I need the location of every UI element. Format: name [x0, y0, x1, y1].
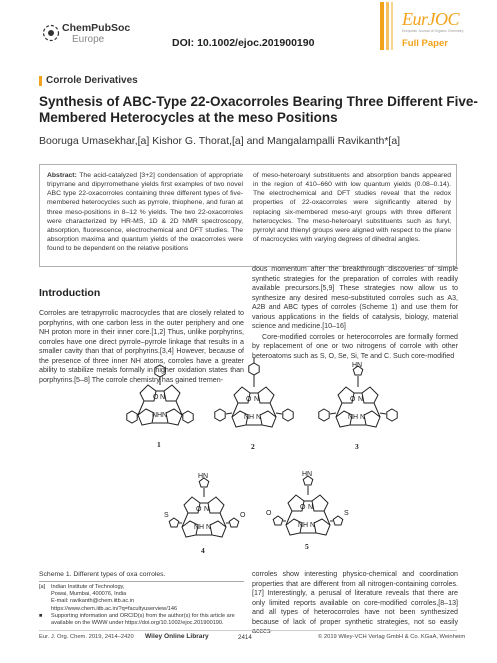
intro-right-paragraph-1: dous momentum after the breakthrough discoveries of simple synthetic strategies for the preparation of corroles with readily available precursors.[5,9] These strategies now allow us to synthesize any desired meso-substituted corroles such as A3, A2B and ABC types of corroles (Scheme 1) and use them for various applications in the fields of catalysis, biology, material science and medicine.[10–16]: [252, 265, 458, 330]
wiley-online-library-logo: Wiley Online Library: [145, 633, 209, 640]
scheme-atom-label: NH: [348, 414, 359, 421]
publisher-logo: [42, 22, 131, 48]
scheme-atom-label: N: [360, 414, 366, 421]
scheme-atom-label: N: [206, 524, 212, 531]
supporting-info-link[interactable]: available on the WWW under https://doi.org/10.1002/ejoc.201900190.: [51, 620, 224, 627]
scheme-atom-label: NH: [244, 414, 255, 421]
intro-left-paragraph: Corroles are tetrapyrrolic macrocycles that are closely related to porphyrins, with one carbon less in the outer periphery and one NH proton more in their inner core.[1,2] Thus, unlike porphyrins, corroles have one direct pyrrole–pyrrole linkage that results in a smaller cavity than that of porphyrins.[3,4] However, because of the presence of three inner NH atoms, corroles have a greater ability to stabilize metals formally in higher oxidation states than porphyrins.[5–8] The corrole chemistry has gained tremen-: [39, 309, 244, 384]
footer-copyright: © 2019 Wiley-VCH Verlag GmbH & Co. KGaA, Weinheim: [318, 634, 466, 640]
journal-flag-icon: [380, 2, 402, 50]
compound-label-5: 5: [305, 542, 309, 551]
doi-link[interactable]: DOI: 10.1002/ejoc.201900190: [172, 37, 315, 49]
affiliation-url[interactable]: https://www.chem.iitb.ac.in/?q=facultyuserview/146: [51, 605, 178, 612]
section-label: Corrole Derivatives: [46, 75, 138, 86]
scheme-atom-label: O: [350, 396, 356, 403]
abstract-col-2: of meso-heteroaryl substituents and absorption bands appeared in the region of 410–660 with low quantum yields (0.08–0.14). The electrochemical and DFT studies reveal that the redox properties of 22-oxacorroles were significantly altered by replacing six-membered meso-aryl groups with three different heterocycles. The meso-heteroaryl substituents such as furyl, pyrrolyl and thienyl groups were aligned with respect to the plane of macrocycles with varying degrees of dihedral angles.: [253, 172, 451, 244]
scheme-atom-label: N: [204, 506, 210, 513]
supporting-info-line: ■ Supporting information and ORCID(s) from the author(s) for this article are: [39, 612, 235, 619]
scheme-1-structures: [126, 337, 416, 561]
scheme-atom-label: HN: [352, 362, 363, 369]
footnote-marker: [a]: [39, 584, 46, 590]
scheme-atom-label: O: [246, 396, 252, 403]
scheme-atom-label: O: [266, 510, 272, 517]
abstract-text-1: The acid-catalyzed [3+2] condensation of appropriate tripyrrane and dipyrromethane yields first examples of two novel ABC type 22-oxacorroles containing three different types of five-membered heterocycles such as pyrrole, thiophene, and furan at three meso-positions in 8–12 % yields. The two 22-oxacorroles were characterized by HR-MS, 1D & 2D NMR spectroscopy, absorption, fluorescence, electrochemical and DFT studies. The absorption maxima and quantum yields of the oxacorroles were found to be dependent on the relative positions: [47, 172, 243, 253]
scheme-atom-label: HN: [302, 471, 313, 478]
scheme-atom-label: NH: [152, 412, 163, 419]
compound-2-structure: [215, 357, 293, 451]
affiliation-address: Powai, Mumbai, 400076, India: [51, 591, 127, 598]
journal-logo-text: EurJOC: [402, 9, 459, 29]
page-number: 2414: [238, 634, 252, 641]
scheme-atom-label: O: [196, 506, 202, 513]
abstract-box: [39, 164, 457, 267]
affiliation-line: [a] Indian Institute of Technology,: [39, 584, 125, 590]
scheme-atom-label: N: [310, 522, 316, 529]
author-list: Booruga Umasekhar,[a] Kishor G. Thorat,[a] and Mangalampalli Ravikanth*[a]: [39, 135, 401, 147]
footnote-divider: [39, 581, 244, 582]
affiliation-email[interactable]: E-mail: ravikanth@chem.iitb.ac.in: [51, 598, 135, 605]
publisher-name: ChemPubSoc: [62, 22, 131, 34]
compound-4-structure: [164, 473, 246, 555]
article-type-label: Full Paper: [402, 38, 448, 49]
section-accent-bar: [39, 76, 42, 86]
scheme-atom-label: N: [358, 396, 364, 403]
scheme-atom-label: O: [153, 394, 159, 401]
scheme-caption: Scheme 1. Different types of oxa corroles.: [39, 571, 166, 578]
affiliation-footnotes: [39, 584, 244, 627]
chempubsoc-logo-icon: [42, 24, 60, 42]
scheme-atom-label: S: [344, 510, 349, 517]
scheme-atom-label: O: [300, 504, 306, 511]
section-heading-introduction: Introduction: [39, 287, 101, 299]
compound-label-2: 2: [251, 442, 255, 451]
compound-label-1: 1: [157, 440, 161, 449]
article-title: Synthesis of ABC-Type 22-Oxacorroles Bearing Three Different Five-Membered Heterocycles at the meso Positions: [39, 94, 478, 125]
intro-right-paragraph-3: corroles show interesting physico-chemical and coordination properties that are different from all nitrogen-containing corroles.[17] Interestingly, a perusal of literature reveals that there are only limited reports available on core-modified corroles,[8–13] and all types of heterocorroles have not been synthesized because of lack of proper synthetic strategies, not so easily acces-: [252, 570, 458, 635]
footer-citation: Eur. J. Org. Chem. 2019, 2414–2420: [39, 634, 134, 640]
scheme-atom-label: N: [308, 504, 314, 511]
compound-3-structure: [319, 362, 397, 451]
scheme-atom-label: O: [240, 512, 246, 519]
footer-divider: [39, 630, 457, 631]
abstract-col-1: [47, 171, 243, 253]
scheme-atom-label: S: [164, 512, 169, 519]
scheme-atom-label: HN: [198, 473, 209, 480]
scheme-atom-label: N: [160, 394, 166, 401]
abstract-label: Abstract:: [47, 172, 77, 179]
compound-1-structure: [127, 365, 193, 449]
intro-right-paragraph-2: Core-modified corroles or heterocorroles are formally formed by replacement of one or two nitrogens of corrole with other heteroatoms such as S, O, Se, Si, Te and C. Such core-modified: [252, 332, 458, 360]
scheme-atom-label: NH: [194, 524, 205, 531]
compound-label-3: 3: [355, 442, 359, 451]
journal-logo-tagline: European Journal of Organic Chemistry: [402, 29, 464, 33]
scheme-atom-label: N: [162, 412, 168, 419]
supporting-info-icon: ■: [39, 612, 43, 619]
scheme-atom-label: NH: [298, 522, 309, 529]
scheme-atom-label: N: [256, 414, 262, 421]
compound-label-4: 4: [201, 546, 205, 555]
scheme-atom-label: N: [254, 396, 260, 403]
compound-5-structure: [266, 471, 349, 551]
publisher-region: Europe: [72, 34, 105, 45]
